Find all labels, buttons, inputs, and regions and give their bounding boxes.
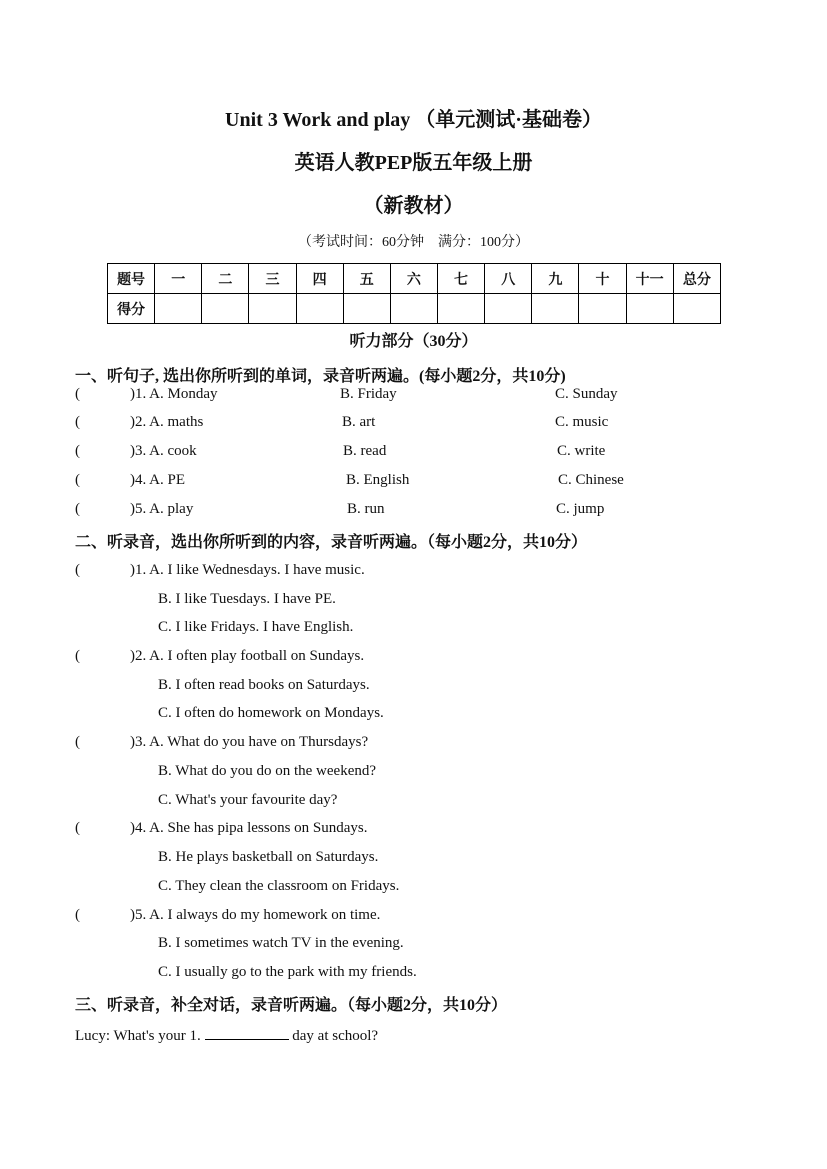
answer-paren[interactable]: ( [75,443,80,459]
option-b: B. I like Tuesdays. I have PE. [158,591,336,607]
answer-paren[interactable]: ( [75,820,80,836]
option-c: C. Chinese [558,472,624,488]
option-b: B. I often read books on Saturdays. [158,677,370,693]
option-a: )2. A. maths [130,414,204,430]
option-c: C. They clean the classroom on Fridays. [158,878,400,894]
table-header-cell: 一 [155,264,202,294]
option-a: )3. A. cook [130,443,197,459]
section2-title: 二、听录音，选出你所听到的内容，录音听两遍。（每小题2分，共10分） [75,534,588,551]
section1-title: 一、听句子, 选出你所听到的单词，录音听两遍。(每小题2分，共10分) [75,368,566,385]
option-b: B. He plays basketball on Saturdays. [158,849,379,865]
exam-info: （考试时间：60分钟 满分：100分） [298,235,529,250]
answer-paren[interactable]: ( [75,386,80,402]
option-c: C. I often do homework on Mondays. [158,705,384,721]
score-cell[interactable] [579,294,626,324]
option-a: )4. A. PE [130,472,186,488]
score-cell[interactable] [249,294,296,324]
score-cell[interactable] [626,294,673,324]
score-table [107,263,721,324]
score-row-label: 得分 [108,294,155,324]
title-line-3: （新教材） [363,195,464,217]
dialogue-suffix: day at school? [292,1028,379,1044]
option-b: B. read [343,443,387,459]
option-b: B. Friday [340,386,397,402]
score-cell[interactable] [437,294,484,324]
score-table-score-row [108,294,721,324]
table-header-cell: 总分 [673,264,720,294]
score-cell[interactable] [532,294,579,324]
score-cell[interactable] [155,294,202,324]
answer-paren[interactable]: ( [75,501,80,517]
score-cell[interactable] [485,294,532,324]
answer-blank[interactable] [205,1025,289,1040]
option-b: B. English [346,472,410,488]
option-c: C. Sunday [555,386,618,402]
table-header-cell: 六 [390,264,437,294]
table-header-cell: 二 [202,264,249,294]
score-cell[interactable] [390,294,437,324]
score-table-header-row [108,264,721,294]
option-a: )2. A. I often play football on Sundays. [130,648,365,664]
score-cell[interactable] [296,294,343,324]
table-header-cell: 八 [485,264,532,294]
table-header-cell: 四 [296,264,343,294]
option-c: C. music [555,414,609,430]
option-c: C. I like Fridays. I have English. [158,619,354,635]
answer-paren[interactable]: ( [75,414,80,430]
table-header-cell: 三 [249,264,296,294]
option-a: )3. A. What do you have on Thursdays? [130,734,369,750]
option-a: )5. A. play [130,501,194,517]
option-a: )1. A. Monday [130,386,218,402]
option-b: B. art [342,414,376,430]
option-b: B. run [347,501,385,517]
option-c: C. I usually go to the park with my friends. [158,964,417,980]
title-line-1: Unit 3 Work and play （单元测试·基础卷） [225,109,602,131]
title-line-2: 英语人教PEP版五年级上册 [294,152,533,174]
option-a: )1. A. I like Wednesdays. I have music. [130,562,365,578]
answer-paren[interactable]: ( [75,907,80,923]
score-cell[interactable] [343,294,390,324]
option-c: C. write [557,443,606,459]
table-header-cell: 七 [437,264,484,294]
answer-paren[interactable]: ( [75,734,80,750]
table-header-cell: 十一 [626,264,673,294]
option-a: )5. A. I always do my homework on time. [130,907,381,923]
table-header-cell: 十 [579,264,626,294]
section3-title: 三、听录音，补全对话，录音听两遍。（每小题2分，共10分） [75,997,508,1014]
table-header-cell: 五 [343,264,390,294]
option-b: B. What do you do on the weekend? [158,763,377,779]
score-cell[interactable] [202,294,249,324]
listening-title: 听力部分（30分） [349,333,478,350]
dialogue-prefix: Lucy: What's your 1. [75,1028,201,1044]
score-cell[interactable] [673,294,720,324]
option-c: C. jump [556,501,605,517]
answer-paren[interactable]: ( [75,648,80,664]
option-b: B. I sometimes watch TV in the evening. [158,935,404,951]
dialogue-line [75,1025,378,1045]
option-c: C. What's your favourite day? [158,792,338,808]
answer-paren[interactable]: ( [75,562,80,578]
answer-paren[interactable]: ( [75,472,80,488]
table-header-cell: 九 [532,264,579,294]
table-header-cell: 题号 [108,264,155,294]
option-a: )4. A. She has pipa lessons on Sundays. [130,820,368,836]
